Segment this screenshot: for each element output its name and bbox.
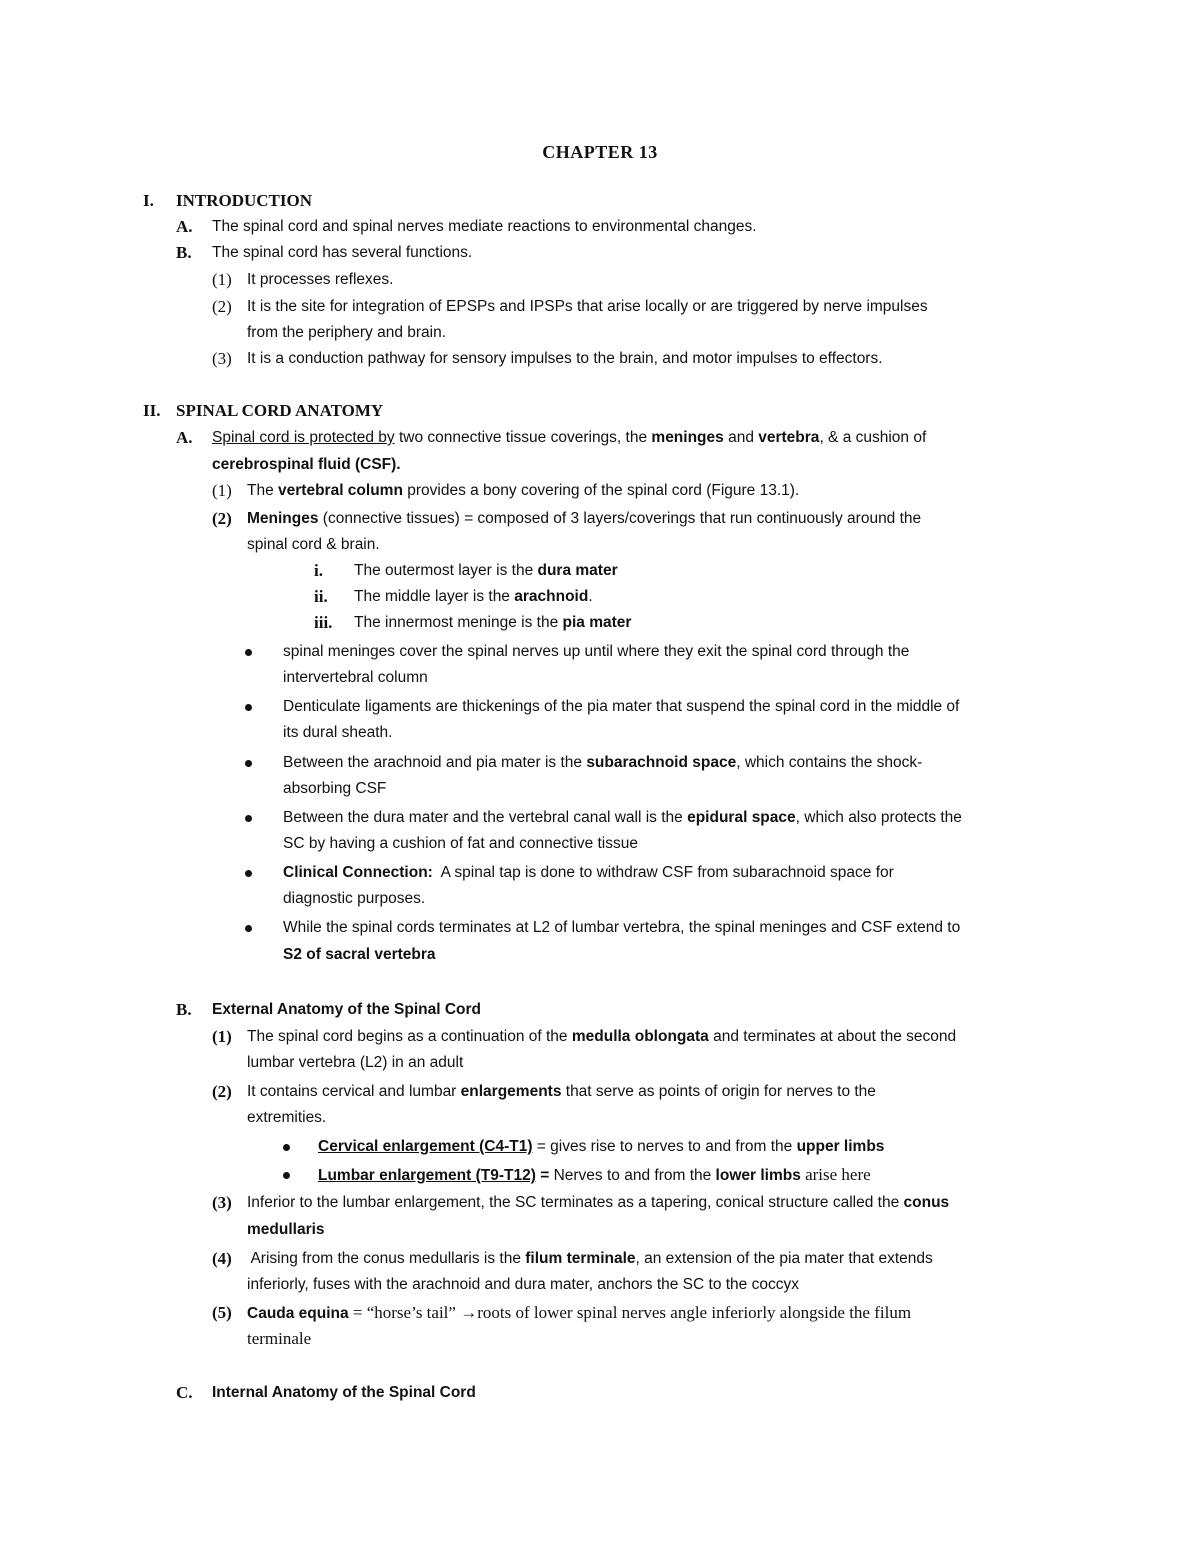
section-2-title: SPINAL CORD ANATOMY: [176, 401, 384, 420]
external-item-2-continuation: extremities.: [247, 1109, 327, 1126]
intro-item-b-text: The spinal cord has several functions.: [212, 244, 473, 261]
term-meninges: Meninges: [247, 510, 319, 527]
section-1-number: I.: [143, 191, 154, 210]
list-marker: iii.: [314, 613, 333, 632]
bullet-item-5: [0, 860, 1100, 886]
anatomy-item-a-continuation: cerebrospinal fluid (CSF).: [212, 456, 401, 473]
term-enlargements: enlargements: [460, 1083, 562, 1100]
subsection-c-title: Internal Anatomy of the Spinal Cord: [212, 1384, 476, 1401]
bullet-dot: [245, 649, 252, 656]
list-marker: ii.: [314, 587, 328, 606]
clinical-connection-label: Clinical Connection:: [283, 864, 433, 881]
bullet-item-5-text: Clinical Connection: A spinal tap is done to withdraw CSF from subarachnoid space for: [283, 864, 894, 881]
list-marker: (2): [212, 297, 232, 316]
underlined-phrase: Spinal cord is protected by: [212, 429, 395, 446]
bullet-item-3-text: Between the arachnoid and pia mater is the subarachnoid space, which contains the shock-: [283, 754, 923, 771]
section-1-title: INTRODUCTION: [176, 191, 313, 210]
meninges-layer-2-text: The middle layer is the arachnoid.: [354, 588, 593, 605]
list-marker: A.: [176, 217, 193, 236]
external-item-1-text: The spinal cord begins as a continuation of the medulla oblongata and terminates at about the second: [247, 1028, 957, 1045]
bullet-item-2: [0, 694, 1100, 720]
bullet-item-4-continuation: SC by having a cushion of fat and connective tissue: [283, 835, 638, 852]
cervical-enlargement-text: Cervical enlargement (C4-T1) = gives rise to nerves to and from the upper limbs: [318, 1138, 885, 1155]
bullet-dot: [283, 1144, 290, 1151]
anatomy-item-2-text: Meninges (connective tissues) = composed of 3 layers/coverings that run continuously around the: [247, 510, 922, 527]
term-cauda-equina: Cauda equina: [247, 1305, 349, 1322]
bullet-item-3-continuation: absorbing CSF: [283, 780, 387, 797]
anatomy-item-1-text: The vertebral column provides a bony covering of the spinal cord (Figure 13.1).: [247, 482, 800, 499]
bullet-item-4-text: Between the dura mater and the vertebral canal wall is the epidural space, which also protects the: [283, 809, 962, 826]
term-vertebral-column: vertebral column: [278, 482, 403, 499]
bullet-item-1: [0, 639, 1100, 665]
external-item-5-text: Cauda equina = “horse’s tail” →roots of lower spinal nerves angle inferiorly alongside the filum: [247, 1303, 912, 1322]
subsection-b-title: External Anatomy of the Spinal Cord: [212, 1001, 481, 1018]
bullet-item-4: [0, 805, 1100, 831]
term-epidural-space: epidural space: [687, 809, 796, 826]
list-marker: (2): [212, 1082, 232, 1101]
function-item-3-text: It is a conduction pathway for sensory impulses to the brain, and motor impulses to effectors.: [247, 350, 883, 367]
bullet-dot: [245, 925, 252, 932]
external-item-2-text: It contains cervical and lumbar enlargements that serve as points of origin for nerves to the: [247, 1083, 876, 1100]
anatomy-item-2-continuation: spinal cord & brain.: [247, 536, 380, 553]
bullet-item-1-text: spinal meninges cover the spinal nerves up until where they exit the spinal cord through the: [283, 643, 910, 660]
bullet-dot: [245, 815, 252, 822]
bullet-dot: [245, 704, 252, 711]
external-item-4-continuation: inferiorly, fuses with the arachnoid and dura mater, anchors the SC to the coccyx: [247, 1276, 799, 1293]
section-2-number: II.: [143, 401, 161, 420]
bullet-dot: [245, 870, 252, 877]
list-marker: (1): [212, 481, 232, 500]
external-item-1-continuation: lumbar vertebra (L2) in an adult: [247, 1054, 464, 1071]
function-item-2-text: It is the site for integration of EPSPs and IPSPs that arise locally or are triggered by nerve impulses: [247, 298, 928, 315]
list-marker: (1): [212, 270, 232, 289]
list-marker: C.: [176, 1383, 193, 1402]
function-item-2-continuation: from the periphery and brain.: [247, 324, 447, 341]
bullet-item-2-continuation: its dural sheath.: [283, 724, 393, 741]
anatomy-item-a-text: Spinal cord is protected by two connective tissue coverings, the meninges and vertebra, & a cushion of: [212, 429, 927, 446]
list-marker: (1): [212, 1027, 232, 1046]
external-item-5-continuation: terminale: [247, 1329, 312, 1348]
bullet-item-6-continuation: S2 of sacral vertebra: [283, 946, 436, 963]
external-item-4-text: Arising from the conus medullaris is the filum terminale, an extension of the pia mater that extends: [247, 1250, 933, 1267]
term-subarachnoid-space: subarachnoid space: [586, 754, 737, 771]
list-marker: A.: [176, 428, 193, 447]
list-marker: B.: [176, 1000, 192, 1019]
list-marker: i.: [314, 561, 323, 580]
external-item-3-text: Inferior to the lumbar enlargement, the SC terminates as a tapering, conical structure called the conus: [247, 1194, 950, 1211]
list-marker: B.: [176, 243, 192, 262]
function-item-1-text: It processes reflexes.: [247, 271, 394, 288]
intro-item-a-text: The spinal cord and spinal nerves mediate reactions to environmental changes.: [212, 218, 757, 235]
bullet-dot: [283, 1172, 290, 1179]
bullet-item-6-text: While the spinal cords terminates at L2 of lumbar vertebra, the spinal meninges and CSF extend to: [283, 919, 961, 936]
meninges-layer-1-text: The outermost layer is the dura mater: [354, 562, 618, 579]
chapter-title: CHAPTER 13: [542, 142, 658, 162]
list-marker: (2): [212, 509, 232, 528]
term-medulla-oblongata: medulla oblongata: [571, 1028, 709, 1045]
bullet-item-5-continuation: diagnostic purposes.: [283, 890, 426, 907]
term-vertebra: vertebra: [758, 429, 820, 446]
bullet-item-3: [0, 750, 1100, 776]
list-marker: (3): [212, 349, 232, 368]
bullet-item-2-text: Denticulate ligaments are thickenings of the pia mater that suspend the spinal cord in the middle of: [283, 698, 960, 715]
list-marker: (4): [212, 1249, 232, 1268]
lumbar-enlargement-text: Lumbar enlargement (T9-T12) = Nerves to and from the lower limbs arise here: [318, 1165, 871, 1184]
external-item-3-continuation: medullaris: [247, 1221, 325, 1238]
term-meninges: meninges: [651, 429, 724, 446]
bullet-item-6: [0, 915, 1100, 941]
bullet-item-1-continuation: intervertebral column: [283, 669, 428, 686]
list-marker: (3): [212, 1193, 232, 1212]
term-filum-terminale: filum terminale: [525, 1250, 636, 1267]
list-marker: (5): [212, 1303, 232, 1322]
meninges-layer-3-text: The innermost meninge is the pia mater: [354, 614, 632, 631]
bullet-dot: [245, 760, 252, 767]
